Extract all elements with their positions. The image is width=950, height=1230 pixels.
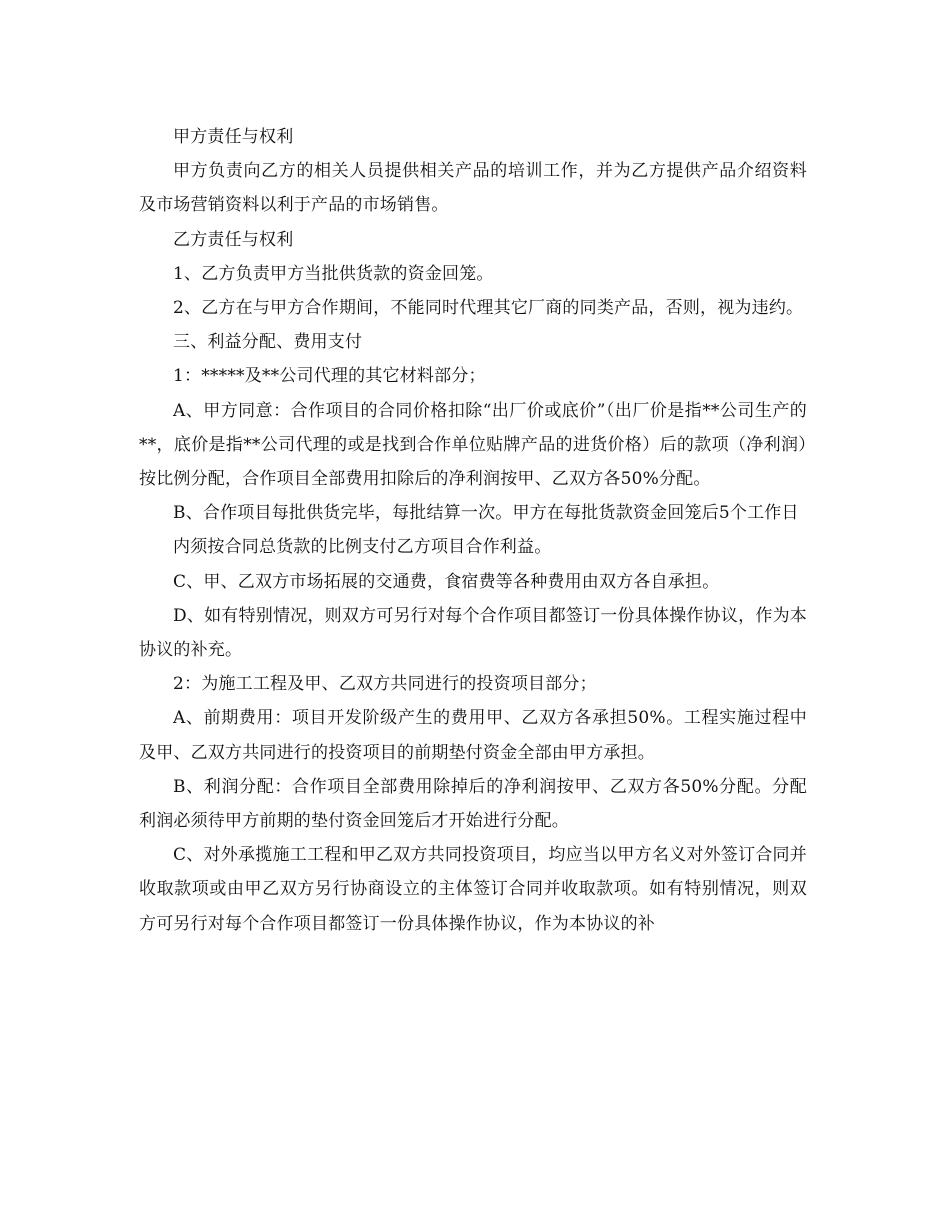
heading-party-a-duties: 甲方责任与权利 — [173, 127, 294, 147]
paragraph-party-b-item-2: 2、乙方在与甲方合作期间，不能同时代理其它厂商的同类产品，否则，视为违约。 — [173, 298, 804, 319]
heading-party-b-duties: 乙方责任与权利 — [173, 229, 294, 250]
paragraph-party-a-training: 甲方负责向乙方的相关人员提供相关产品的培训工作，并为乙方提供产品介绍资料及市场营销资料以利于产品的市场销售。 — [139, 161, 807, 216]
paragraph-1-c: C、甲、乙双方市场拓展的交通费，食宿费等各种费用由双方各自承担。 — [173, 571, 720, 592]
paragraph-2-a: A、前期费用：项目开发阶级产生的费用甲、乙双方各承担50%。工程实施过程中及甲、乙双方共同进行的投资项目的前期垫付资金全部由甲方承担。 — [139, 708, 807, 763]
paragraph-1-b: B、合作项目每批供货完毕，每批结算一次。甲方在每批货款资金回笼后5个工作日 — [173, 503, 799, 524]
paragraph-2-c: C、对外承揽施工工程和甲乙双方共同投资项目，均应当以甲方名义对外签订合同并收取款项或由甲乙双方另行协商设立的主体签订合同并收取款项。如有特别情况，则双方可另行对每个合作项目都签订一份具体操作协议，作为本协议的补 — [139, 845, 807, 934]
paragraph-subsection-2: 2：为施工工程及甲、乙双方共同进行的投资项目部分； — [173, 674, 597, 695]
paragraph-1-d: D、如有特别情况，则双方可另行对每个合作项目都签订一份具体操作协议，作为本协议的补充。 — [139, 605, 807, 661]
paragraph-subsection-1: 1：*****及**公司代理的其它材料部分； — [173, 366, 486, 387]
document-body — [139, 120, 807, 941]
paragraph-1-a: A、甲方同意：合作项目的合同价格扣除“出厂价或底价”（出厂价是指**公司生产的**，底价是指**公司代理的或是找到合作单位贴牌产品的进货价格）后的款项（净利润）按比例分配，合作项目全部费用扣除后的净利润按甲、乙双方各50%分配。 — [139, 400, 807, 490]
paragraph-party-b-item-1: 1、乙方负责甲方当批供货款的资金回笼。 — [173, 263, 494, 284]
paragraph-1-b-continued: 内须按合同总货款的比例支付乙方项目合作利益。 — [173, 537, 552, 558]
paragraph-2-b: B、利润分配：合作项目全部费用除掉后的净利润按甲、乙双方各50%分配。分配利润必须待甲方前期的垫付资金回笼后才开始进行分配。 — [139, 776, 807, 832]
heading-section-3: 三、利益分配、费用支付 — [173, 332, 363, 353]
